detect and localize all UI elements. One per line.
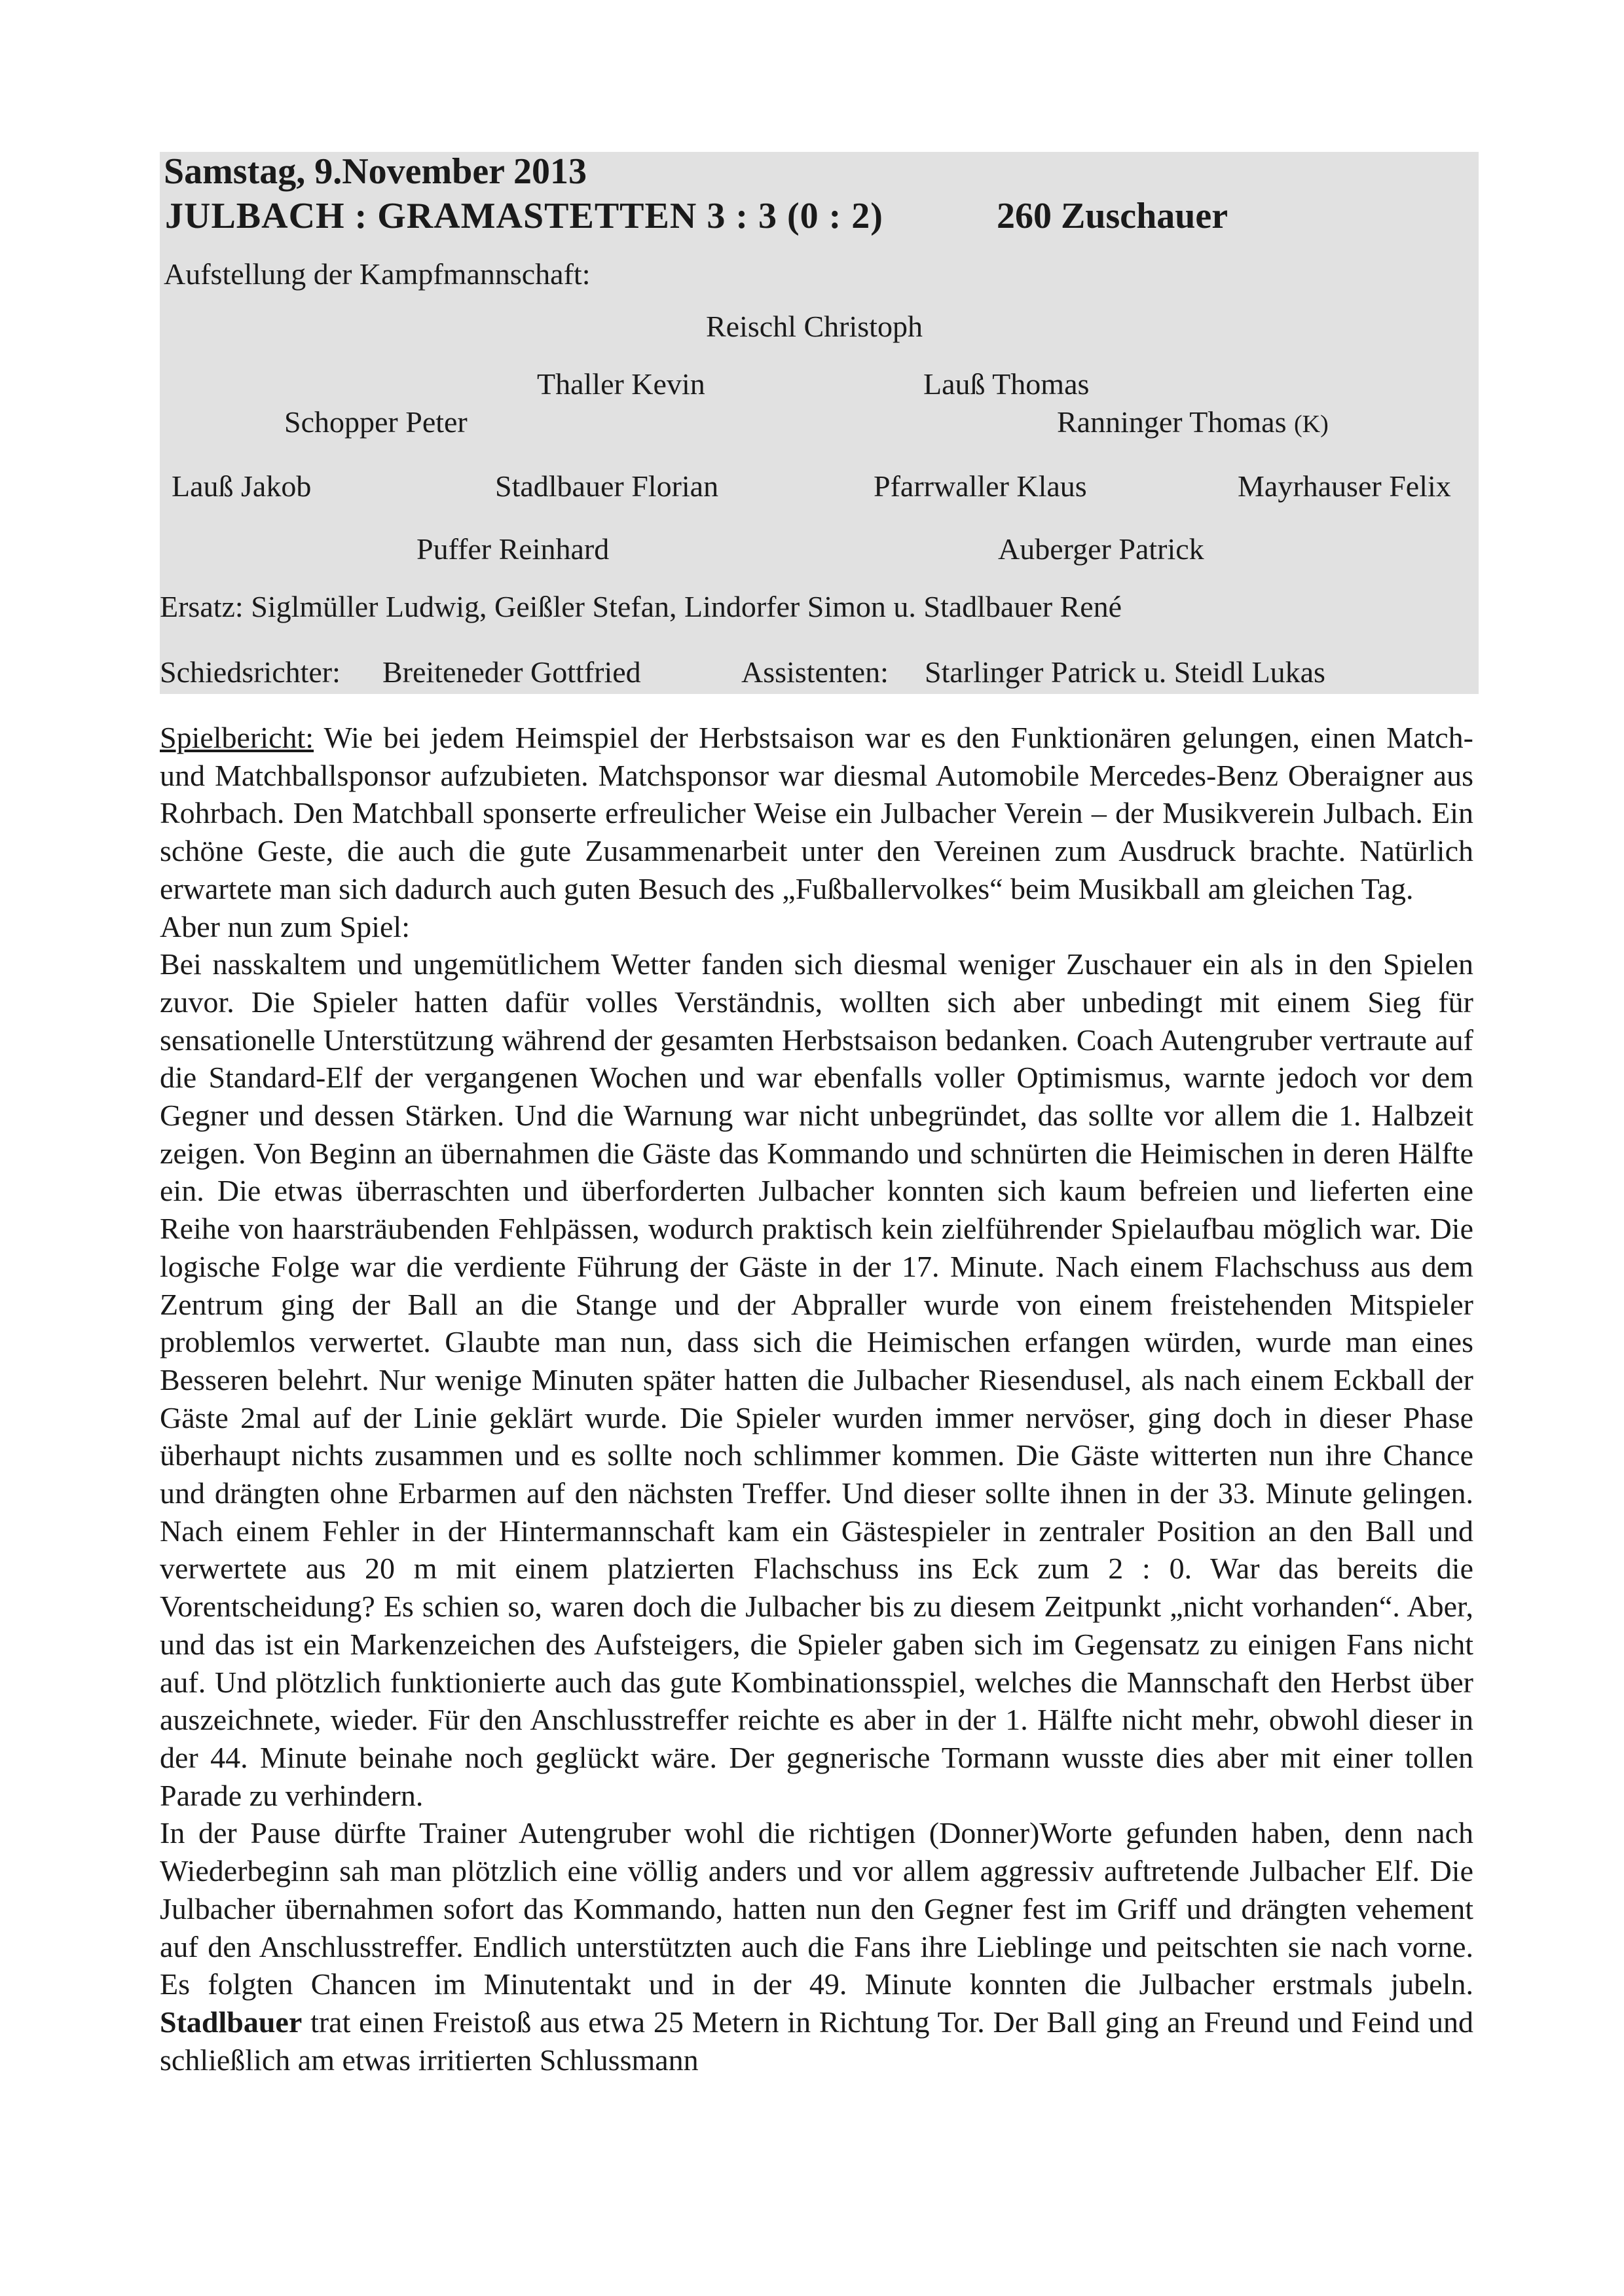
- player-midfield-3: Pfarrwaller Klaus: [874, 469, 1087, 503]
- player-name: Ranninger Thomas: [1057, 405, 1287, 439]
- report-intro-text: Wie bei jedem Heimspiel der Herbstsaison war es den Funktionären gelungen, einen Match- und Matchballsponsor aufzubieten. Matchsponsor war diesmal Automobile Mercedes-Benz Oberaigner aus Rohrbach. Den Matchball sponserte erfreulicher Weise ein Julbacher Verein – der Musikverein Julbach. Ein schöne Geste, die auch die gute Zusammenarbeit unter den Vereinen zum Ausdruck brachte. Natürlich erwartete man sich dadurch auch guten Besuch des „Fußballervolkes“ beim Musikball am gleichen Tag.: [160, 721, 1473, 905]
- captain-mark: (K): [1293, 410, 1329, 438]
- referee-label: Schiedsrichter:: [160, 655, 341, 689]
- report-paragraph-1: [160, 719, 1473, 908]
- player-midfield-2: Stadlbauer Florian: [495, 469, 719, 503]
- scorer-name: Stadlbauer: [160, 2005, 303, 2039]
- report-p4-end: trat einen Freistoß aus etwa 25 Metern in Richtung Tor. Der Ball ging an Freund und Feind und schließlich am etwas irritierten Schlussmann: [160, 2005, 1473, 2077]
- lineup-label: Aufstellung der Kampfmannschaft:: [164, 257, 591, 291]
- assistants-label: Assistenten:: [741, 655, 889, 689]
- player-forward-left: Puffer Reinhard: [416, 532, 610, 566]
- player-forward-right: Auberger Patrick: [998, 532, 1204, 566]
- player-midfield-1: Lauß Jakob: [172, 469, 312, 503]
- report-paragraph-3: Bei nasskaltem und ungemütlichem Wetter fanden sich diesmal weniger Zuschauer ein als in den Spielen zuvor. Die Spieler hatten dafür volles Verständnis, wollten sich aber unbedingt mit einem Sieg für sensationelle Unterstützung während der gesamten Herbstsaison bedanken. Coach Autengruber vertraute auf die Standard-Elf der vergangenen Wochen und war ebenfalls voller Optimismus, warnte jedoch vor dem Gegner und dessen Stärken. Und die Warnung war nicht unbegründet, das sollte vor allem die 1. Halbzeit zeigen. Von Beginn an übernahmen die Gäste das Kommando und schnürten die Heimischen in deren Hälfte ein. Die etwas überraschten und überforderten Julbacher konnten sich kaum befreien und lieferten eine Reihe von haarsträubenden Fehlpässen, wodurch praktisch kein zielführender Spielaufbau möglich war. Die logische Folge war die verdiente Führung der Gäste in der 17. Minute. Nach einem Flachschuss aus dem Zentrum ging der Ball an die Stange und der Abpraller wurde von einem freistehenden Mitspieler problemlos verwertet. Glaubte man nun, dass sich die Heimischen erfangen würden, wurde man eines Besseren belehrt. Nur wenige Minuten später hatten die Julbacher Riesendusel, als nach einem Eckball der Gäste 2mal auf der Linie geklärt wurde. Die Spieler wurden immer nervöser, ging doch in dieser Phase überhaupt nichts zusammen und es sollte noch schlimmer kommen. Die Gäste witterten nun ihre Chance und drängten ohne Erbarmen auf den nächsten Treffer. Und dieser sollte ihnen in der 33. Minute gelingen. Nach einem Fehler in der Hintermannschaft kam ein Gästespieler in zentraler Position an den Ball und verwertete aus 20 m mit einem platzierten Flachschuss ins Eck zum 2 : 0. War das bereits die Vorentscheidung? Es schien so, waren doch die Julbacher bis zu diesem Zeitpunkt „nicht vorhanden“. Aber, und das ist ein Markenzeichen des Aufsteigers, die Spieler gaben sich im Gegensatz zu einigen Fans nicht auf. Und plötzlich funktionierte auch das gute Kombinationsspiel, welches die Mannschaft den Herbst über auszeichnete, wieder. Für den Anschlusstreffer reichte es aber in der 1. Hälfte nicht mehr, obwohl dieser in der 44. Minute beinahe noch geglückt wäre. Der gegnerische Tormann wusste dies aber mit einer tollen Parade zu verhindern.: [160, 947, 1473, 1812]
- player-midfield-4: Mayrhauser Felix: [1238, 469, 1451, 503]
- player-defender-center-left: Thaller Kevin: [537, 367, 705, 401]
- assistants-names: Starlinger Patrick u. Steidl Lukas: [925, 655, 1325, 689]
- player-defender-right: [1057, 405, 1329, 442]
- player-goalkeeper: Reischl Christoph: [706, 310, 923, 343]
- report-p4-text: In der Pause dürfte Trainer Autengruber wohl die richtigen (Donner)Worte gefunden haben, denn nach Wiederbeginn sah man plötzlich eine völlig anders und vor allem aggressiv auftretende Julbacher Elf. Die Julbacher übernahmen sofort das Kommando, hatten nun den Gegner fest im Griff und drängten vehement auf den Anschlusstreffer. Endlich unterstützten auch die Fans ihre Lieblinge und peitschten sie nach vorne. Es folgten Chancen im Minutentakt und in der 49. Minute konnten die Julbacher erstmals jubeln.: [160, 1816, 1473, 2001]
- match-date: Samstag, 9.November 2013: [164, 151, 587, 192]
- spectator-count: 260 Zuschauer: [997, 196, 1228, 236]
- player-defender-left: Schopper Peter: [284, 405, 468, 439]
- match-report: [160, 719, 1473, 2079]
- player-defender-center-right: Lauß Thomas: [923, 367, 1090, 401]
- referee-name: Breiteneder Gottfried: [382, 655, 641, 689]
- report-paragraph-4: [160, 1814, 1473, 2079]
- report-paragraph-2: Aber nun zum Spiel:: [160, 909, 410, 943]
- substitutes: Ersatz: Siglmüller Ludwig, Geißler Stefan, Lindorfer Simon u. Stadlbauer René: [160, 590, 1122, 623]
- match-title: JULBACH : GRAMASTETTEN 3 : 3 (0 : 2): [165, 196, 883, 236]
- report-label: Spielbericht:: [160, 721, 314, 754]
